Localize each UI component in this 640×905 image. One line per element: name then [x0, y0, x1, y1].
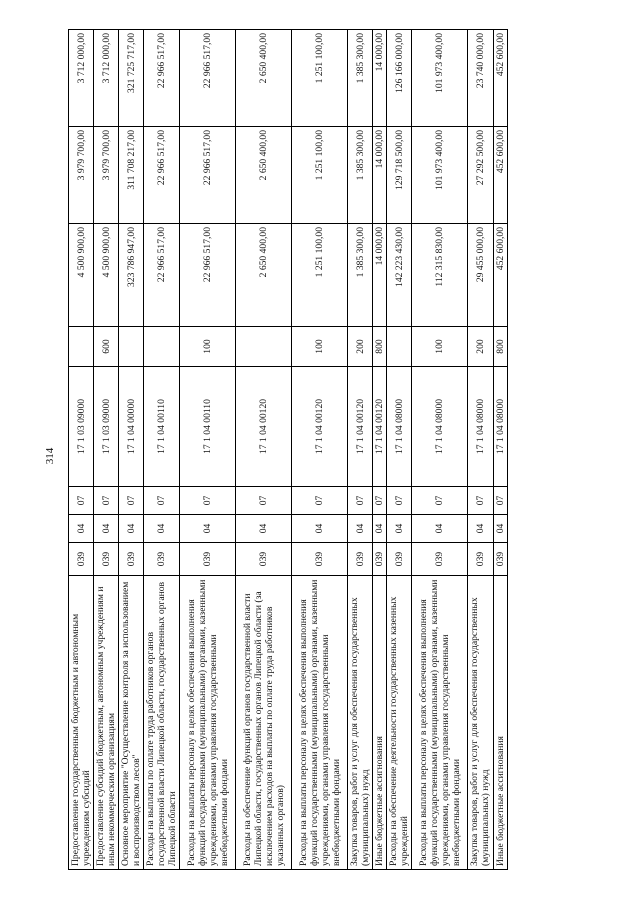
row-amount-1: 452 600,00	[493, 224, 507, 327]
row-section: 04	[348, 515, 373, 543]
table-row	[493, 30, 507, 870]
row-grbs: 039	[144, 543, 180, 576]
row-amount-3: 22 966 517,00	[180, 30, 236, 127]
row-target-article: 17 1 04 00120	[292, 367, 348, 487]
row-amount-1: 323 786 947,00	[119, 224, 144, 327]
table-row	[236, 30, 292, 870]
row-name: Закупка товаров, работ и услуг для обеспечения государственных (муниципальных) нужд	[348, 576, 373, 870]
row-grbs: 039	[348, 543, 373, 576]
table-row	[387, 30, 412, 870]
row-amount-2: 22 966 517,00	[180, 127, 236, 224]
rotated-content	[68, 30, 580, 870]
row-amount-3: 1 251 100,00	[292, 30, 348, 127]
row-amount-2: 1 385 300,00	[348, 127, 373, 224]
row-name: Закупка товаров, работ и услуг для обеспечения государственных (муниципальных) нужд	[468, 576, 493, 870]
row-expense-type: 800	[493, 327, 507, 367]
row-expense-type	[119, 327, 144, 367]
row-expense-type: 200	[348, 327, 373, 367]
row-subsection: 07	[493, 487, 507, 515]
row-subsection: 07	[292, 487, 348, 515]
row-amount-1: 14 000,00	[373, 224, 387, 327]
row-section: 04	[119, 515, 144, 543]
table-row	[94, 30, 119, 870]
row-grbs: 039	[373, 543, 387, 576]
row-target-article: 17 1 04 00110	[180, 367, 236, 487]
row-amount-3: 2 650 400,00	[236, 30, 292, 127]
row-subsection: 07	[387, 487, 412, 515]
row-target-article: 17 1 04 00120	[348, 367, 373, 487]
row-subsection: 07	[236, 487, 292, 515]
row-section: 04	[373, 515, 387, 543]
row-section: 04	[144, 515, 180, 543]
row-amount-1: 22 966 517,00	[144, 224, 180, 327]
row-target-article: 17 1 04 08000	[493, 367, 507, 487]
table-row	[348, 30, 373, 870]
row-amount-1: 29 455 000,00	[468, 224, 493, 327]
row-name: Иные бюджетные ассигнования	[493, 576, 507, 870]
table-row	[468, 30, 493, 870]
row-name: Расходы на выплаты персоналу в целях обеспечения выполнения функций государственными (муниципальными) органами, казенными учреждениями, органами управления государственными внебюджетными фондами	[412, 576, 468, 870]
row-grbs: 039	[180, 543, 236, 576]
table-row	[180, 30, 236, 870]
row-target-article: 17 1 04 08000	[412, 367, 468, 487]
page-number: 314	[44, 447, 56, 465]
row-amount-1: 1 385 300,00	[348, 224, 373, 327]
row-name: Расходы на обеспечение функций органов государственной власти Липецкой области, государственных органов Липецкой области (за исключением расходов на выплаты по оплате труда работников указанных органов)	[236, 576, 292, 870]
row-subsection: 07	[69, 487, 94, 515]
row-amount-3: 3 712 000,00	[69, 30, 94, 127]
row-subsection: 07	[373, 487, 387, 515]
rotated-page	[68, 30, 580, 870]
row-amount-2: 129 718 500,00	[387, 127, 412, 224]
row-section: 04	[292, 515, 348, 543]
row-amount-2: 22 966 517,00	[144, 127, 180, 224]
row-grbs: 039	[412, 543, 468, 576]
row-grbs: 039	[69, 543, 94, 576]
row-expense-type: 200	[468, 327, 493, 367]
row-name: Расходы на выплаты персоналу в целях обеспечения выполнения функций государственными (муниципальными) органами, казенными учреждениями, органами управления государственными внебюджетными фондами	[292, 576, 348, 870]
row-amount-1: 1 251 100,00	[292, 224, 348, 327]
row-name: Иные бюджетные ассигнования	[373, 576, 387, 870]
row-section: 04	[412, 515, 468, 543]
row-amount-3: 321 725 717,00	[119, 30, 144, 127]
row-subsection: 07	[180, 487, 236, 515]
row-target-article: 17 1 03 09000	[94, 367, 119, 487]
row-amount-2: 14 000,00	[373, 127, 387, 224]
row-amount-1: 142 223 430,00	[387, 224, 412, 327]
row-amount-2: 2 650 400,00	[236, 127, 292, 224]
row-subsection: 07	[412, 487, 468, 515]
row-amount-2: 452 600,00	[493, 127, 507, 224]
row-amount-2: 3 979 700,00	[69, 127, 94, 224]
table-row	[69, 30, 94, 870]
row-section: 04	[468, 515, 493, 543]
table-row	[292, 30, 348, 870]
row-expense-type: 800	[373, 327, 387, 367]
row-section: 04	[236, 515, 292, 543]
row-grbs: 039	[468, 543, 493, 576]
row-target-article: 17 1 04 00000	[119, 367, 144, 487]
row-section: 04	[387, 515, 412, 543]
row-section: 04	[180, 515, 236, 543]
table-row	[119, 30, 144, 870]
row-amount-2: 101 973 400,00	[412, 127, 468, 224]
row-amount-3: 126 166 000,00	[387, 30, 412, 127]
row-section: 04	[94, 515, 119, 543]
row-grbs: 039	[236, 543, 292, 576]
row-expense-type: 100	[412, 327, 468, 367]
row-expense-type: 600	[94, 327, 119, 367]
budget-table	[68, 29, 508, 870]
row-amount-3: 101 973 400,00	[412, 30, 468, 127]
row-name: Расходы на выплаты персоналу в целях обеспечения выполнения функций государственными (муниципальными) органами, казенными учреждениями, органами управления государственными внебюджетными фондами	[180, 576, 236, 870]
row-amount-3: 3 712 000,00	[94, 30, 119, 127]
table-row	[373, 30, 387, 870]
row-name: Расходы на обеспечение деятельности государственных казенных учреждений	[387, 576, 412, 870]
row-amount-3: 23 740 000,00	[468, 30, 493, 127]
row-amount-3: 452 600,00	[493, 30, 507, 127]
row-amount-2: 1 251 100,00	[292, 127, 348, 224]
row-amount-2: 3 979 700,00	[94, 127, 119, 224]
row-expense-type	[69, 327, 94, 367]
row-subsection: 07	[94, 487, 119, 515]
table-row	[144, 30, 180, 870]
row-section: 04	[69, 515, 94, 543]
row-grbs: 039	[493, 543, 507, 576]
row-amount-1: 112 315 830,00	[412, 224, 468, 327]
row-expense-type: 100	[180, 327, 236, 367]
row-amount-2: 27 292 500,00	[468, 127, 493, 224]
row-target-article: 17 1 04 00120	[373, 367, 387, 487]
row-amount-1: 4 500 900,00	[94, 224, 119, 327]
row-amount-2: 311 708 217,00	[119, 127, 144, 224]
row-grbs: 039	[387, 543, 412, 576]
row-name: Предоставление государственным бюджетным и автономным учреждениям субсидий	[69, 576, 94, 870]
row-amount-3: 22 966 517,00	[144, 30, 180, 127]
row-subsection: 07	[348, 487, 373, 515]
row-target-article: 17 1 04 08000	[468, 367, 493, 487]
row-target-article: 17 1 04 00110	[144, 367, 180, 487]
row-grbs: 039	[94, 543, 119, 576]
row-target-article: 17 1 04 00120	[236, 367, 292, 487]
row-amount-3: 14 000,00	[373, 30, 387, 127]
row-name: Расходы на выплаты по оплате труда работников органов государственной власти Липецкой области, государственных органов Липецкой области	[144, 576, 180, 870]
row-amount-1: 4 500 900,00	[69, 224, 94, 327]
row-subsection: 07	[468, 487, 493, 515]
row-name: Предоставление субсидий бюджетным, автономным учреждениям и иным некоммерческим организациям	[94, 576, 119, 870]
row-expense-type	[144, 327, 180, 367]
row-section: 04	[493, 515, 507, 543]
row-expense-type	[236, 327, 292, 367]
row-amount-1: 22 966 517,00	[180, 224, 236, 327]
table-body	[69, 30, 508, 870]
row-expense-type	[387, 327, 412, 367]
table-row	[412, 30, 468, 870]
row-grbs: 039	[292, 543, 348, 576]
row-expense-type: 100	[292, 327, 348, 367]
row-grbs: 039	[119, 543, 144, 576]
row-target-article: 17 1 03 09000	[69, 367, 94, 487]
row-subsection: 07	[144, 487, 180, 515]
row-amount-1: 2 650 400,00	[236, 224, 292, 327]
row-subsection: 07	[119, 487, 144, 515]
row-target-article: 17 1 04 08000	[387, 367, 412, 487]
row-name: Основное мероприятие "Осуществление контроля за использованием и воспроизводством лесов"	[119, 576, 144, 870]
row-amount-3: 1 385 300,00	[348, 30, 373, 127]
